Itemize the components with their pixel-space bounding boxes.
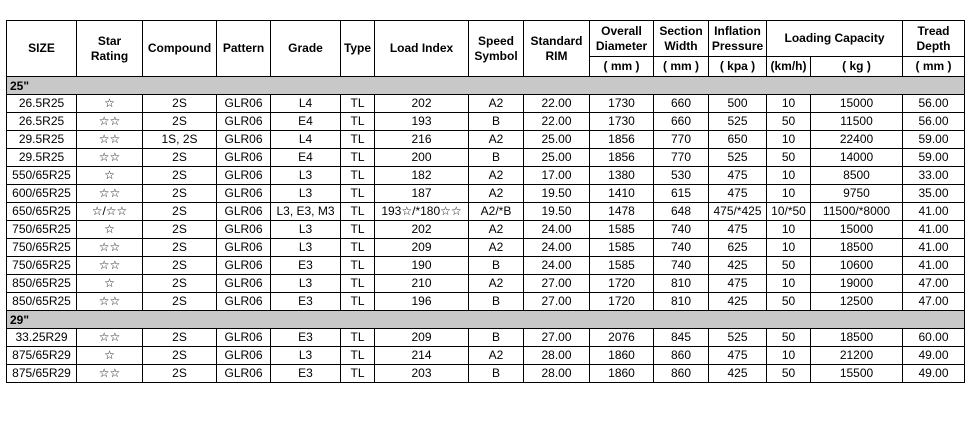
cell-pattern: GLR06 (217, 239, 271, 257)
cell-speed-symbol: B (469, 293, 524, 311)
cell-loading-speed: 50 (767, 293, 811, 311)
cell-standard-rim: 25.00 (524, 131, 590, 149)
cell-loading-kg: 22400 (811, 131, 903, 149)
unit-section-width: ( mm ) (654, 57, 709, 77)
cell-grade: E3 (271, 329, 341, 347)
cell-pattern: GLR06 (217, 275, 271, 293)
cell-star-rating: ☆☆ (77, 365, 143, 383)
cell-pattern: GLR06 (217, 365, 271, 383)
cell-size: 750/65R25 (7, 257, 77, 275)
cell-grade: E3 (271, 365, 341, 383)
cell-speed-symbol: B (469, 257, 524, 275)
unit-inflation-pressure: ( kpa ) (709, 57, 767, 77)
cell-speed-symbol: A2/*B (469, 203, 524, 221)
table-row (7, 329, 965, 347)
cell-speed-symbol: A2 (469, 347, 524, 365)
cell-size: 875/65R29 (7, 347, 77, 365)
cell-standard-rim: 28.00 (524, 365, 590, 383)
cell-speed-symbol: B (469, 329, 524, 347)
table-row (7, 275, 965, 293)
cell-inflation-pressure: 500 (709, 95, 767, 113)
cell-standard-rim: 24.00 (524, 239, 590, 257)
cell-pattern: GLR06 (217, 293, 271, 311)
cell-grade: L4 (271, 131, 341, 149)
cell-overall-diameter: 1856 (590, 149, 654, 167)
cell-loading-kg: 11500 (811, 113, 903, 131)
cell-size: 33.25R29 (7, 329, 77, 347)
group-label: 29" (7, 311, 965, 329)
cell-tread-depth: 47.00 (903, 275, 965, 293)
cell-type: TL (341, 131, 375, 149)
cell-overall-diameter: 1720 (590, 275, 654, 293)
cell-grade: L3 (271, 167, 341, 185)
cell-tread-depth: 41.00 (903, 239, 965, 257)
cell-section-width: 740 (654, 221, 709, 239)
cell-section-width: 660 (654, 95, 709, 113)
cell-pattern: GLR06 (217, 113, 271, 131)
cell-pattern: GLR06 (217, 185, 271, 203)
cell-star-rating: ☆☆ (77, 185, 143, 203)
cell-standard-rim: 24.00 (524, 257, 590, 275)
header-inflation-pressure: Inflation Pressure (709, 21, 767, 57)
cell-compound: 2S (143, 185, 217, 203)
cell-inflation-pressure: 650 (709, 131, 767, 149)
cell-section-width: 530 (654, 167, 709, 185)
cell-compound: 2S (143, 257, 217, 275)
cell-star-rating: ☆ (77, 221, 143, 239)
cell-overall-diameter: 1410 (590, 185, 654, 203)
cell-tread-depth: 59.00 (903, 149, 965, 167)
cell-load-index: 209 (375, 329, 469, 347)
cell-star-rating: ☆☆ (77, 239, 143, 257)
cell-grade: L3, E3, M3 (271, 203, 341, 221)
cell-type: TL (341, 275, 375, 293)
cell-inflation-pressure: 425 (709, 293, 767, 311)
cell-tread-depth: 33.00 (903, 167, 965, 185)
cell-load-index: 193 (375, 113, 469, 131)
cell-compound: 2S (143, 239, 217, 257)
cell-load-index: 190 (375, 257, 469, 275)
cell-loading-kg: 11500/*8000 (811, 203, 903, 221)
cell-loading-speed: 10 (767, 167, 811, 185)
cell-loading-speed: 10 (767, 95, 811, 113)
cell-star-rating: ☆☆ (77, 293, 143, 311)
cell-type: TL (341, 365, 375, 383)
cell-size: 29.5R25 (7, 149, 77, 167)
cell-pattern: GLR06 (217, 329, 271, 347)
table-row (7, 167, 965, 185)
header-grade: Grade (271, 21, 341, 77)
cell-compound: 2S (143, 347, 217, 365)
cell-loading-speed: 10 (767, 185, 811, 203)
cell-size: 650/65R25 (7, 203, 77, 221)
table-row (7, 365, 965, 383)
cell-tread-depth: 41.00 (903, 257, 965, 275)
cell-star-rating: ☆☆ (77, 113, 143, 131)
cell-overall-diameter: 1380 (590, 167, 654, 185)
cell-inflation-pressure: 475 (709, 167, 767, 185)
cell-load-index: 214 (375, 347, 469, 365)
cell-loading-kg: 18500 (811, 239, 903, 257)
cell-loading-kg: 21200 (811, 347, 903, 365)
cell-loading-speed: 10 (767, 239, 811, 257)
cell-standard-rim: 19.50 (524, 185, 590, 203)
cell-tread-depth: 60.00 (903, 329, 965, 347)
cell-tread-depth: 35.00 (903, 185, 965, 203)
cell-speed-symbol: B (469, 365, 524, 383)
cell-overall-diameter: 1585 (590, 221, 654, 239)
cell-loading-kg: 10600 (811, 257, 903, 275)
cell-inflation-pressure: 475 (709, 185, 767, 203)
cell-compound: 2S (143, 149, 217, 167)
unit-tread-depth: ( mm ) (903, 57, 965, 77)
cell-compound: 2S (143, 329, 217, 347)
cell-section-width: 860 (654, 347, 709, 365)
cell-speed-symbol: A2 (469, 167, 524, 185)
cell-loading-speed: 10 (767, 275, 811, 293)
cell-standard-rim: 27.00 (524, 275, 590, 293)
tire-spec-table (6, 20, 965, 383)
cell-section-width: 810 (654, 275, 709, 293)
unit-overall-diameter: ( mm ) (590, 57, 654, 77)
cell-loading-kg: 12500 (811, 293, 903, 311)
cell-loading-speed: 50 (767, 257, 811, 275)
cell-loading-speed: 10 (767, 131, 811, 149)
cell-size: 550/65R25 (7, 167, 77, 185)
cell-compound: 2S (143, 167, 217, 185)
header-standard-rim: Standard RIM (524, 21, 590, 77)
cell-section-width: 770 (654, 131, 709, 149)
cell-loading-speed: 10 (767, 347, 811, 365)
table-body (7, 77, 965, 383)
cell-type: TL (341, 113, 375, 131)
cell-load-index: 196 (375, 293, 469, 311)
unit-loading-kg: ( kg ) (811, 57, 903, 77)
cell-star-rating: ☆☆ (77, 257, 143, 275)
cell-type: TL (341, 167, 375, 185)
cell-overall-diameter: 1860 (590, 347, 654, 365)
cell-inflation-pressure: 625 (709, 239, 767, 257)
cell-inflation-pressure: 425 (709, 365, 767, 383)
cell-loading-kg: 15500 (811, 365, 903, 383)
cell-loading-speed: 50 (767, 113, 811, 131)
cell-speed-symbol: A2 (469, 239, 524, 257)
cell-compound: 2S (143, 365, 217, 383)
cell-compound: 2S (143, 95, 217, 113)
cell-loading-kg: 15000 (811, 221, 903, 239)
cell-type: TL (341, 149, 375, 167)
cell-overall-diameter: 1585 (590, 257, 654, 275)
cell-inflation-pressure: 475/*425 (709, 203, 767, 221)
cell-star-rating: ☆☆ (77, 149, 143, 167)
cell-compound: 1S, 2S (143, 131, 217, 149)
header-size: SIZE (7, 21, 77, 77)
cell-load-index: 203 (375, 365, 469, 383)
table-row (7, 131, 965, 149)
cell-inflation-pressure: 525 (709, 149, 767, 167)
cell-type: TL (341, 185, 375, 203)
cell-load-index: 200 (375, 149, 469, 167)
cell-standard-rim: 27.00 (524, 293, 590, 311)
cell-pattern: GLR06 (217, 131, 271, 149)
cell-loading-kg: 15000 (811, 95, 903, 113)
cell-load-index: 193☆/*180☆☆ (375, 203, 469, 221)
cell-type: TL (341, 347, 375, 365)
cell-inflation-pressure: 475 (709, 221, 767, 239)
table-row (7, 149, 965, 167)
cell-star-rating: ☆ (77, 167, 143, 185)
cell-tread-depth: 41.00 (903, 221, 965, 239)
cell-standard-rim: 25.00 (524, 149, 590, 167)
cell-standard-rim: 27.00 (524, 329, 590, 347)
cell-standard-rim: 22.00 (524, 95, 590, 113)
cell-section-width: 810 (654, 293, 709, 311)
cell-grade: L3 (271, 347, 341, 365)
cell-section-width: 660 (654, 113, 709, 131)
header-speed-symbol: Speed Symbol (469, 21, 524, 77)
cell-pattern: GLR06 (217, 203, 271, 221)
cell-section-width: 648 (654, 203, 709, 221)
cell-loading-kg: 9750 (811, 185, 903, 203)
cell-size: 29.5R25 (7, 131, 77, 149)
cell-inflation-pressure: 525 (709, 113, 767, 131)
cell-standard-rim: 24.00 (524, 221, 590, 239)
cell-type: TL (341, 257, 375, 275)
cell-loading-kg: 18500 (811, 329, 903, 347)
cell-size: 850/65R25 (7, 293, 77, 311)
cell-star-rating: ☆ (77, 275, 143, 293)
cell-inflation-pressure: 475 (709, 275, 767, 293)
group-label: 25" (7, 77, 965, 95)
cell-type: TL (341, 203, 375, 221)
cell-tread-depth: 59.00 (903, 131, 965, 149)
cell-loading-speed: 50 (767, 365, 811, 383)
cell-loading-speed: 10 (767, 221, 811, 239)
cell-type: TL (341, 95, 375, 113)
cell-load-index: 202 (375, 221, 469, 239)
table-row (7, 203, 965, 221)
cell-speed-symbol: B (469, 149, 524, 167)
cell-overall-diameter: 1730 (590, 113, 654, 131)
cell-grade: L3 (271, 221, 341, 239)
cell-inflation-pressure: 425 (709, 257, 767, 275)
cell-tread-depth: 56.00 (903, 113, 965, 131)
cell-compound: 2S (143, 221, 217, 239)
header-tread-depth: Tread Depth (903, 21, 965, 57)
cell-grade: E4 (271, 149, 341, 167)
cell-section-width: 770 (654, 149, 709, 167)
cell-tread-depth: 49.00 (903, 365, 965, 383)
cell-compound: 2S (143, 113, 217, 131)
cell-grade: E3 (271, 257, 341, 275)
cell-loading-kg: 19000 (811, 275, 903, 293)
cell-pattern: GLR06 (217, 347, 271, 365)
cell-overall-diameter: 1585 (590, 239, 654, 257)
cell-tread-depth: 49.00 (903, 347, 965, 365)
cell-section-width: 740 (654, 257, 709, 275)
cell-type: TL (341, 329, 375, 347)
cell-loading-speed: 50 (767, 149, 811, 167)
cell-speed-symbol: A2 (469, 95, 524, 113)
group-row (7, 311, 965, 329)
cell-inflation-pressure: 525 (709, 329, 767, 347)
table-row (7, 185, 965, 203)
cell-section-width: 740 (654, 239, 709, 257)
header-overall-diameter: Overall Diameter (590, 21, 654, 57)
cell-section-width: 615 (654, 185, 709, 203)
cell-size: 600/65R25 (7, 185, 77, 203)
cell-pattern: GLR06 (217, 257, 271, 275)
cell-load-index: 216 (375, 131, 469, 149)
cell-loading-speed: 10/*50 (767, 203, 811, 221)
table-row (7, 347, 965, 365)
cell-loading-kg: 8500 (811, 167, 903, 185)
cell-pattern: GLR06 (217, 221, 271, 239)
cell-compound: 2S (143, 203, 217, 221)
cell-loading-speed: 50 (767, 329, 811, 347)
cell-grade: E3 (271, 293, 341, 311)
cell-speed-symbol: A2 (469, 275, 524, 293)
cell-tread-depth: 56.00 (903, 95, 965, 113)
table-row (7, 95, 965, 113)
cell-star-rating: ☆☆ (77, 131, 143, 149)
cell-size: 850/65R25 (7, 275, 77, 293)
cell-pattern: GLR06 (217, 95, 271, 113)
cell-section-width: 845 (654, 329, 709, 347)
cell-star-rating: ☆☆ (77, 329, 143, 347)
header-row (7, 21, 965, 57)
cell-tread-depth: 47.00 (903, 293, 965, 311)
cell-pattern: GLR06 (217, 149, 271, 167)
cell-type: TL (341, 239, 375, 257)
header-section-width: Section Width (654, 21, 709, 57)
cell-type: TL (341, 221, 375, 239)
table-row (7, 293, 965, 311)
cell-overall-diameter: 1478 (590, 203, 654, 221)
group-row (7, 77, 965, 95)
cell-standard-rim: 28.00 (524, 347, 590, 365)
cell-standard-rim: 22.00 (524, 113, 590, 131)
cell-overall-diameter: 1856 (590, 131, 654, 149)
unit-loading-speed: (km/h) (767, 57, 811, 77)
cell-grade: L4 (271, 95, 341, 113)
cell-star-rating: ☆/☆☆ (77, 203, 143, 221)
cell-size: 26.5R25 (7, 95, 77, 113)
header-type: Type (341, 21, 375, 77)
cell-loading-kg: 14000 (811, 149, 903, 167)
cell-load-index: 182 (375, 167, 469, 185)
header-loading-capacity: Loading Capacity (767, 21, 903, 57)
table-row (7, 113, 965, 131)
cell-compound: 2S (143, 293, 217, 311)
cell-speed-symbol: A2 (469, 131, 524, 149)
cell-size: 750/65R25 (7, 221, 77, 239)
header-pattern: Pattern (217, 21, 271, 77)
cell-load-index: 202 (375, 95, 469, 113)
table-row (7, 239, 965, 257)
cell-standard-rim: 17.00 (524, 167, 590, 185)
cell-inflation-pressure: 475 (709, 347, 767, 365)
cell-star-rating: ☆ (77, 347, 143, 365)
header-star-rating: Star Rating (77, 21, 143, 77)
header-load-index: Load Index (375, 21, 469, 77)
cell-load-index: 210 (375, 275, 469, 293)
cell-pattern: GLR06 (217, 167, 271, 185)
cell-size: 750/65R25 (7, 239, 77, 257)
cell-grade: L3 (271, 239, 341, 257)
cell-grade: L3 (271, 185, 341, 203)
cell-tread-depth: 41.00 (903, 203, 965, 221)
cell-grade: L3 (271, 275, 341, 293)
cell-type: TL (341, 293, 375, 311)
cell-overall-diameter: 1720 (590, 293, 654, 311)
cell-grade: E4 (271, 113, 341, 131)
header-compound: Compound (143, 21, 217, 77)
cell-standard-rim: 19.50 (524, 203, 590, 221)
cell-section-width: 860 (654, 365, 709, 383)
cell-speed-symbol: A2 (469, 185, 524, 203)
cell-speed-symbol: A2 (469, 221, 524, 239)
table-row (7, 257, 965, 275)
cell-load-index: 209 (375, 239, 469, 257)
cell-load-index: 187 (375, 185, 469, 203)
cell-compound: 2S (143, 275, 217, 293)
cell-overall-diameter: 1860 (590, 365, 654, 383)
cell-speed-symbol: B (469, 113, 524, 131)
cell-overall-diameter: 2076 (590, 329, 654, 347)
cell-size: 26.5R25 (7, 113, 77, 131)
cell-star-rating: ☆ (77, 95, 143, 113)
cell-overall-diameter: 1730 (590, 95, 654, 113)
table-row (7, 221, 965, 239)
cell-size: 875/65R29 (7, 365, 77, 383)
